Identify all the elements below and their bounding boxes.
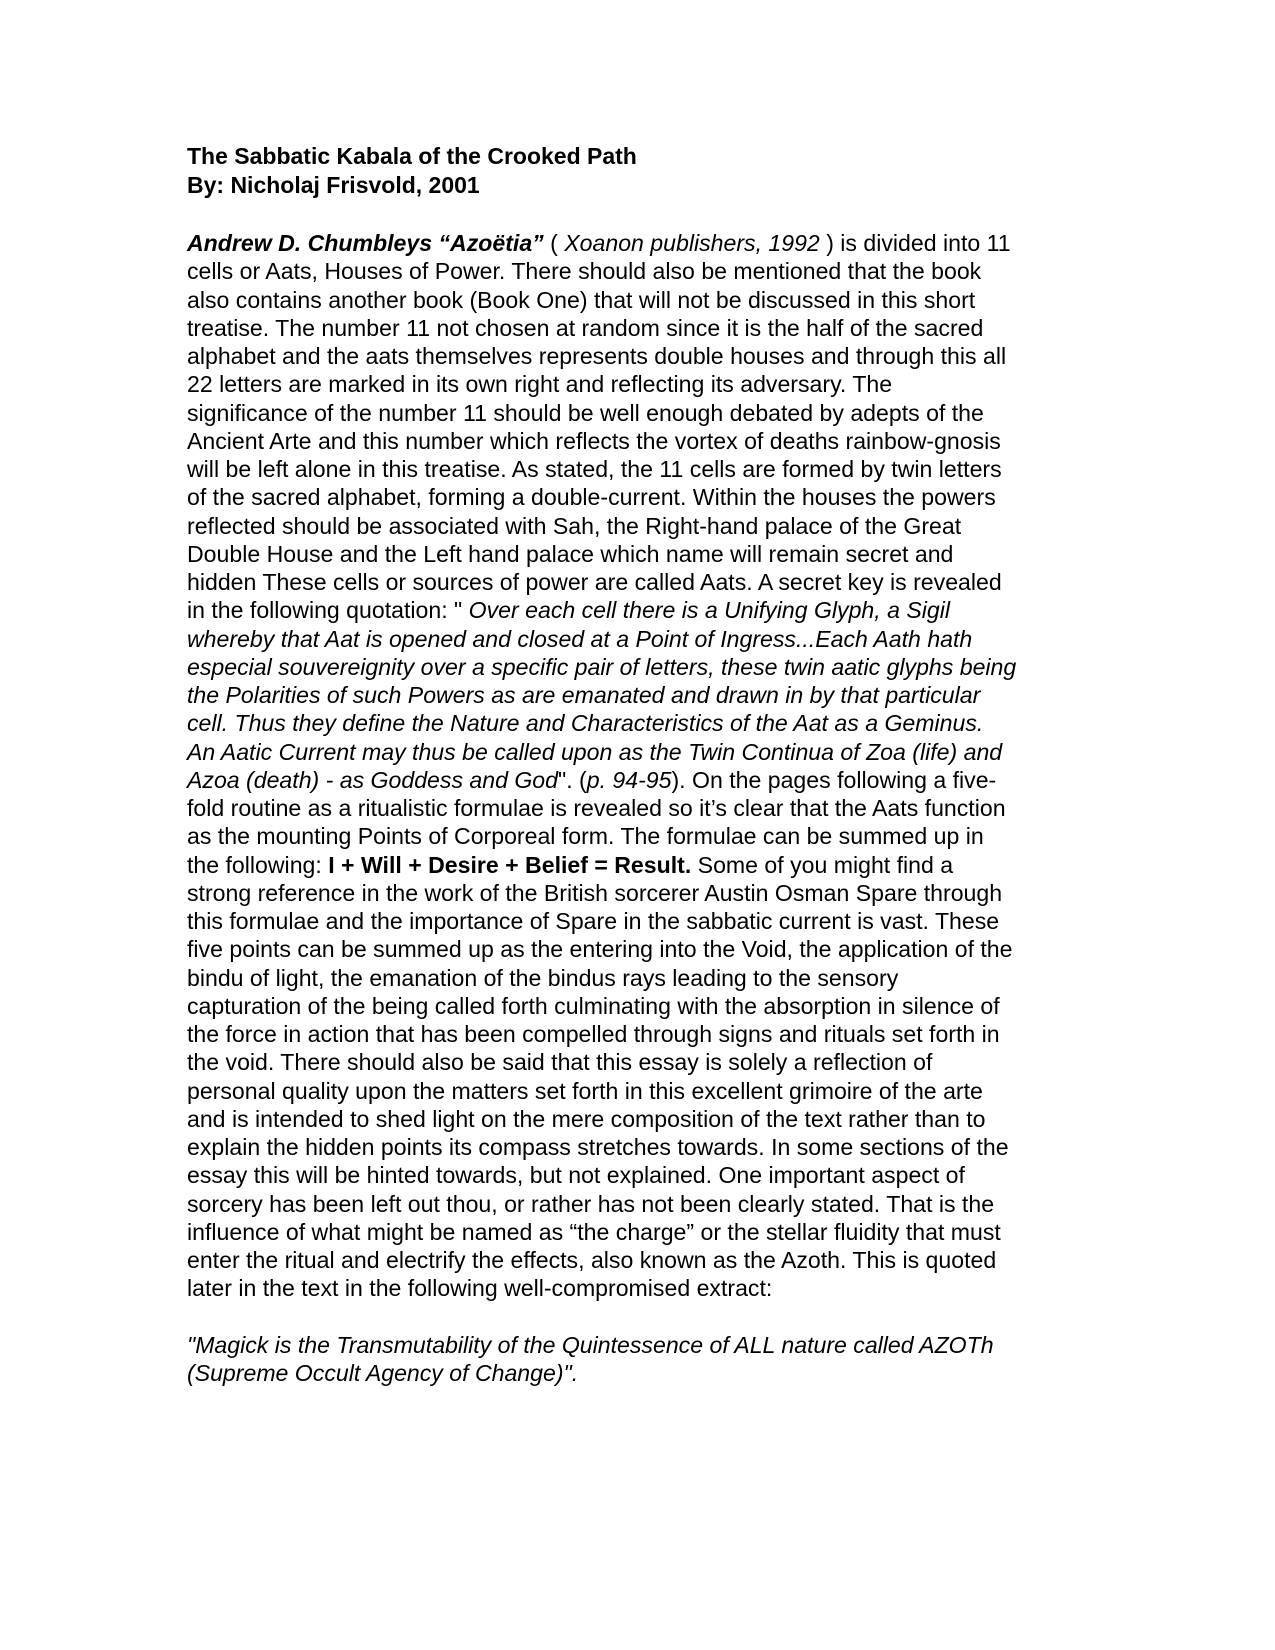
body-line bbox=[187, 1246, 1092, 1274]
body-line bbox=[187, 851, 1092, 879]
text-segment: strong reference in the work of the British sorcerer Austin Osman Spare through bbox=[187, 879, 1003, 906]
text-segment: also contains another book (Book One) that will not be discussed in this short bbox=[187, 286, 976, 313]
body-line bbox=[187, 229, 1092, 257]
document-header bbox=[187, 142, 1092, 200]
quote-line: (Supreme Occult Agency of Change)". bbox=[187, 1359, 579, 1386]
text-segment: will be left alone in this treatise. As stated, the 11 cells are formed by twin letters bbox=[187, 456, 1002, 482]
text-segment: fold routine as a ritualistic formulae is revealed so it’s clear that the Aats function bbox=[187, 795, 1006, 821]
body-line bbox=[187, 625, 1092, 653]
text-segment: Andrew D. Chumbleys “Azoëtia” bbox=[187, 230, 544, 256]
text-segment: essay this will be hinted towards, but not explained. One important aspect of bbox=[187, 1162, 965, 1189]
body-line bbox=[187, 257, 1092, 285]
text-segment: especial souvereignity over a specific pair of letters, these twin aatic glyphs being bbox=[187, 653, 1017, 680]
text-segment: Ancient Arte and this number which reflects the vortex of deaths rainbow-gnosis bbox=[187, 427, 1001, 454]
body-line bbox=[187, 512, 1092, 540]
body-line bbox=[187, 1048, 1092, 1076]
text-segment: influence of what might be named as “the charge” or the stellar fluidity that must bbox=[187, 1218, 1001, 1245]
text-segment: enter the ritual and electrify the effects, also known as the Azoth. This is quoted bbox=[187, 1247, 997, 1273]
body-line bbox=[187, 964, 1092, 992]
body-line bbox=[187, 1133, 1092, 1161]
text-segment: later in the text in the following well-compromised extract: bbox=[187, 1275, 773, 1302]
text-segment: Azoa (death) - as Goddess and God bbox=[187, 766, 558, 793]
body-line bbox=[187, 1020, 1092, 1048]
text-segment: alphabet and the aats themselves represents double houses and through this all bbox=[187, 343, 1007, 369]
body-line bbox=[187, 1105, 1092, 1133]
body-line bbox=[187, 483, 1092, 511]
text-segment: explain the hidden points its compass stretches towards. In some sections of the bbox=[187, 1134, 1009, 1160]
body-line bbox=[187, 1077, 1092, 1105]
text-segment: An Aatic Current may thus be called upon as the Twin Continua of Zoa (life) and bbox=[187, 738, 1003, 765]
body-paragraph bbox=[187, 229, 1092, 1303]
text-segment: ) is divided into 11 bbox=[819, 230, 1011, 256]
body-line bbox=[187, 370, 1092, 398]
body-line bbox=[187, 681, 1092, 709]
text-segment: of the sacred alphabet, forming a double-current. Within the houses the powers bbox=[187, 484, 996, 511]
text-segment: the following: bbox=[187, 851, 329, 878]
text-segment: and is intended to shed light on the mere composition of the text rather than to bbox=[187, 1105, 986, 1132]
text-segment: hidden These cells or sources of power are called Aats. A secret key is revealed bbox=[187, 569, 1002, 595]
text-segment: ". ( bbox=[558, 766, 587, 793]
body-line bbox=[187, 1274, 1092, 1302]
text-segment: reflected should be associated with Sah, the Right-hand palace of the Great bbox=[187, 512, 962, 539]
text-segment: sorcery has been left out thou, or rather has not been clearly stated. That is the bbox=[187, 1190, 995, 1217]
text-segment: Xoanon publishers, 1992 bbox=[564, 230, 820, 256]
document-byline: By: Nicholaj Frisvold, 2001 bbox=[187, 172, 480, 198]
text-segment: significance of the number 11 should be well enough debated by adepts of the bbox=[187, 399, 984, 426]
body-line bbox=[187, 1218, 1092, 1246]
text-segment: this formulae and the importance of Spare in the sabbatic current is vast. These bbox=[187, 908, 1000, 934]
body-line bbox=[187, 286, 1092, 314]
text-segment: ). On the pages following a five- bbox=[671, 766, 997, 793]
body-line bbox=[187, 822, 1092, 850]
body-line bbox=[187, 653, 1092, 681]
text-segment: Double House and the Left hand palace which name will remain secret and bbox=[187, 540, 954, 567]
text-segment: bindu of light, the emanation of the bindus rays leading to the sensory bbox=[187, 964, 899, 991]
body-line bbox=[187, 1190, 1092, 1218]
body-line bbox=[187, 314, 1092, 342]
text-segment: 22 letters are marked in its own right and reflecting its adversary. The bbox=[187, 371, 893, 398]
text-segment: treatise. The number 11 not chosen at random since it is the half of the sacred bbox=[187, 314, 984, 341]
body-line bbox=[187, 794, 1092, 822]
text-segment: Over each cell there is a Unifying Glyph, a Sigil bbox=[468, 597, 951, 624]
body-line bbox=[187, 596, 1092, 624]
body-line bbox=[187, 935, 1092, 963]
text-segment: whereby that Aat is opened and closed at a Point of Ingress...Each Aath hath bbox=[187, 625, 973, 652]
body-line bbox=[187, 738, 1092, 766]
body-line bbox=[187, 1161, 1092, 1189]
text-segment: in the following quotation: " bbox=[187, 597, 469, 624]
body-line bbox=[187, 399, 1092, 427]
body-line bbox=[187, 540, 1092, 568]
document-page bbox=[187, 142, 1092, 1387]
text-segment: the force in action that has been compelled through signs and rituals set forth in bbox=[187, 1021, 1000, 1047]
text-segment: the Polarities of such Powers as are emanated and drawn in by that particular bbox=[187, 682, 981, 708]
closing-quote bbox=[187, 1331, 1092, 1388]
text-segment: capturation of the being called forth culminating with the absorption in silence of bbox=[187, 992, 1000, 1019]
body-line bbox=[187, 709, 1092, 737]
body-line bbox=[187, 879, 1092, 907]
document-title: The Sabbatic Kabala of the Crooked Path bbox=[187, 143, 637, 169]
body-line bbox=[187, 342, 1092, 370]
text-segment: p. 94-95 bbox=[586, 766, 672, 793]
text-segment: Some of you might find a bbox=[691, 851, 954, 878]
body-line bbox=[187, 766, 1092, 794]
body-line bbox=[187, 427, 1092, 455]
text-segment: personal quality upon the matters set forth in this excellent grimoire of the arte bbox=[187, 1077, 983, 1104]
text-segment: cell. Thus they define the Nature and Characteristics of the Aat as a Geminus. bbox=[187, 710, 984, 737]
quote-line: "Magick is the Transmutability of the Quintessence of ALL nature called AZOTh bbox=[187, 1331, 994, 1358]
text-segment: five points can be summed up as the entering into the Void, the application of the bbox=[187, 936, 1013, 963]
text-segment: I + Will + Desire + Belief = Result. bbox=[328, 851, 692, 878]
body-line bbox=[187, 455, 1092, 483]
text-segment: ( bbox=[543, 230, 565, 256]
text-segment: the void. There should also be said that this essay is solely a reflection of bbox=[187, 1049, 933, 1076]
body-line bbox=[187, 568, 1092, 596]
text-segment: as the mounting Points of Corporeal form. The formulae can be summed up in bbox=[187, 823, 984, 850]
body-line bbox=[187, 992, 1092, 1020]
text-segment: cells or Aats, Houses of Power. There should also be mentioned that the book bbox=[187, 258, 982, 285]
body-line bbox=[187, 907, 1092, 935]
